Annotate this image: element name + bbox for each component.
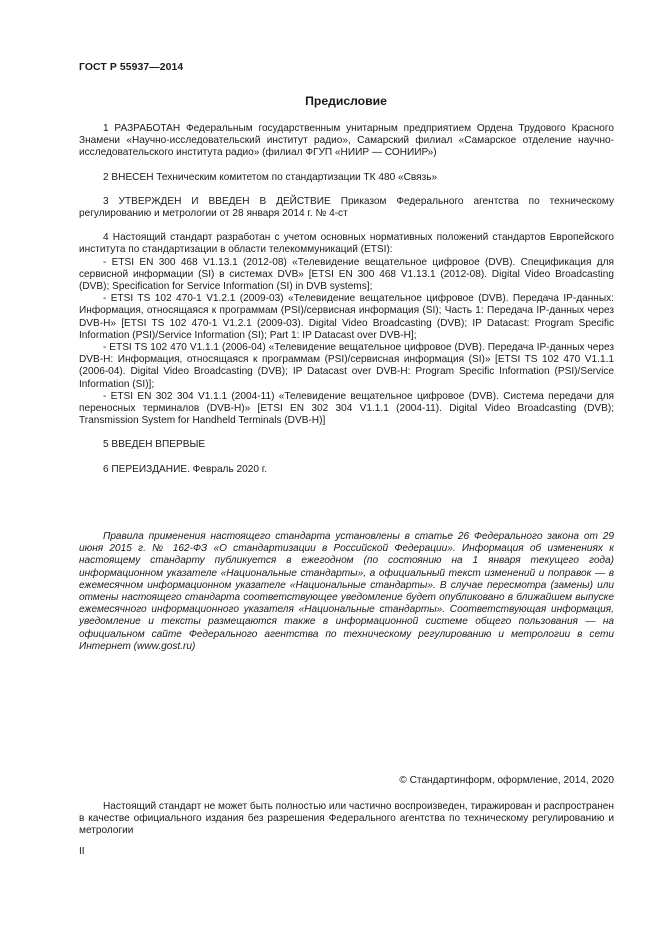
paragraph-based-on-intro: 4 Настоящий стандарт разработан с учетом основных нормативных положений стандартов Европейского института по стандартизации в области телекоммуникаций (ETSI): [79, 232, 614, 256]
paragraph-reissue: 6 ПЕРЕИЗДАНИЕ. Февраль 2020 г. [103, 463, 268, 475]
standard-code-header: ГОСТ Р 55937—2014 [79, 62, 184, 73]
application-rules-note: Правила применения настоящего стандарта установлены в статье 26 Федерального закона от 29 июня 2015 г. № 162-ФЗ «О стандартизации в Российской Федерации». Информация об изменениях к настоящему стандарту публикуется в ежегодном (по состоянию на 1 января текущего года) информационном указателе «Национальные стандарты», а официальный текст изменений и поправок — в ежемесячном информационном указателе «Национальные стандарты». В случае пересмотра (замены) или отмены настоящего стандарта соответствующее уведомление будет опубликовано в ближайшем выпуске ежемесячного информационного указателя «Национальные стандарты». Соответствующая информация, уведомление и тексты размещаются также в информационной системе общего пользования — на официальном сайте Федерального агентства по техническому регулированию и метрологии в сети Интернет (www.gost.ru) [79, 531, 614, 652]
paragraph-approved: 3 УТВЕРЖДЕН И ВВЕДЕН В ДЕЙСТВИЕ Приказом Федерального агентства по техническому регулированию и метрологии от 28 января 2014 г. № 4-ст [79, 195, 614, 220]
list-item: - ETSI TS 102 470 V1.1.1 (2006-04) «Телевидение вещательное цифровое (DVB). Передача IP-данных через DVB-H: Информация, относящаяся к программам (PSI)/сервисная информация (SI)» [ETSI TS 102 470 V1.1.1 (2006-04). Digital Video Broadcasting (DVB); IP Datacast over DVB-H: Program Specific Information (PSI)/Service Information (SI)]; [79, 342, 614, 390]
list-item: - ETSI TS 102 470-1 V1.2.1 (2009-03) «Телевидение вещательное цифровое (DVB). Передача IP-данных: Информация, относящаяся к программам (PSI)/сервисная информация (SI); Часть 1: Передача IP-данных через DVB-H» [ETSI TS 102 470-1 V1.2.1 (2009-03). Digital Video Broadcasting (DVB); IP Datacast: Program Specific Information (PSI)/Service Information (SI); Part 1: IP Datacast over DVB-H]; [79, 293, 614, 341]
paragraph-first-introduced: 5 ВВЕДЕН ВПЕРВЫЕ [103, 439, 206, 451]
paragraph-developed-by: 1 РАЗРАБОТАН Федеральным государственным унитарным предприятием Ордена Трудового Красного Знамени «Научно-исследовательский институт радио», Самарский филиал «Самарское отделение научно-исследовательского института радио» (филиал ФГУП «НИИР — СОНИИР») [79, 123, 614, 159]
page-number: II [79, 846, 85, 857]
reproduction-disclaimer: Настоящий стандарт не может быть полностью или частично воспроизведен, тиражирован и распространен в качестве официального издания без разрешения Федерального агентства по техническому регулированию и метрологии [79, 801, 614, 837]
list-item: - ETSI EN 300 468 V1.13.1 (2012-08) «Телевидение вещательное цифровое (DVB). Спецификация для сервисной информации (SI) в системах DVB» [ETSI EN 300 468 V1.13.1 (2012-08). Digital Video Broadcasting (DVB); Specification for Service Information (SI) in DVB systems]; [79, 256, 614, 293]
copyright-line: © Стандартинформ, оформление, 2014, 2020 [399, 775, 614, 786]
preface-body [79, 123, 614, 488]
page-title: Предисловие [305, 94, 387, 108]
paragraph-introduced-by: 2 ВНЕСЕН Техническим комитетом по стандартизации ТК 480 «Связь» [103, 171, 438, 183]
list-item: - ETSI EN 302 304 V1.1.1 (2004-11) «Телевидение вещательное цифровое (DVB). Система передачи для переносных терминалов (DVB-H)» [ETSI EN 302 304 V1.1.1 (2004-11). Digital Video Broadcasting (DVB); Transmission System for Handheld Terminals (DVB-H)] [79, 390, 614, 427]
